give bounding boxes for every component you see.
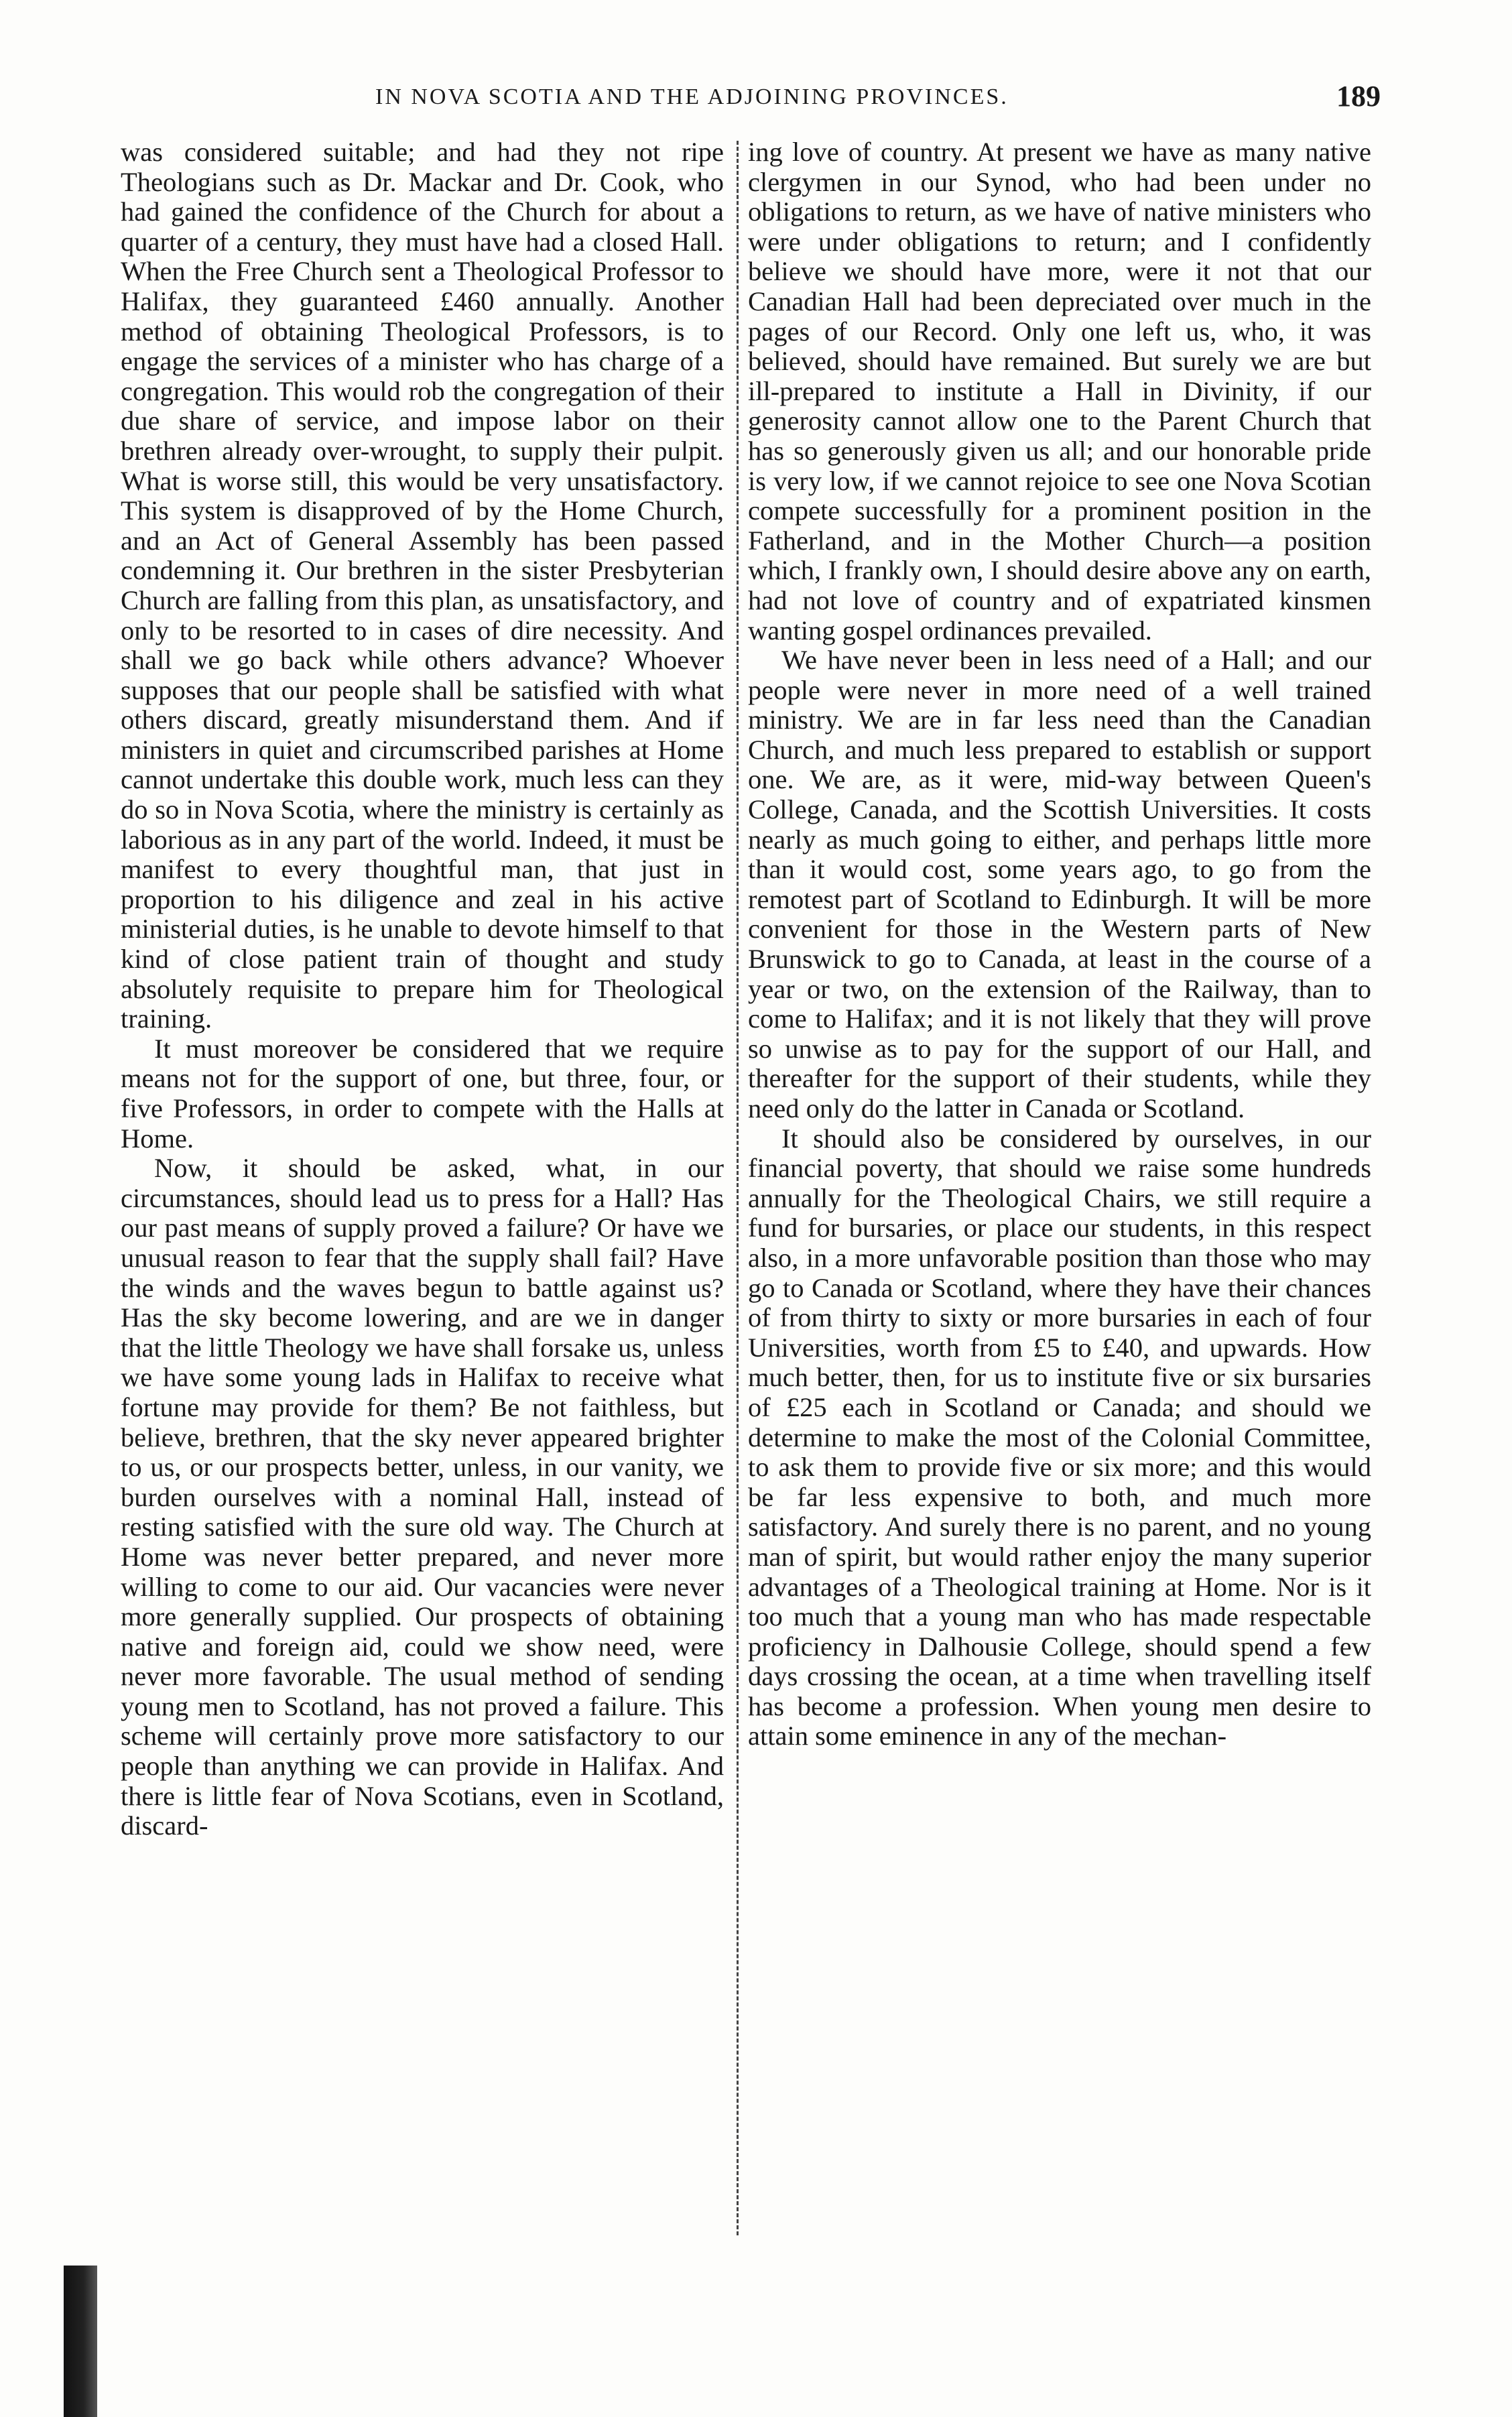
paragraph: Now, it should be asked, what, in our circumstances, should lead us to press for a Hall? Has our past means of supply proved a failure? Or have we unusual reason to fear that the supply shall fail? Have the winds and the waves begun to battle against us? Has the sky become lowering, and are we in danger that the little Theology we have shall forsake us, unless we have some young lads in Halifax to receive what fortune may provide for them? Be not faithless, but believe, brethren, that the sky never appeared brighter to us, or our prospects better, unless, in our vanity, we burden ourselves with a nominal Hall, instead of resting satisfied with the sure old way. The Church at Home was never better prepared, and never more willing to come to our aid. Our vacancies were never more generally supplied. Our prospects of obtaining native and foreign aid, could we show need, were never more favorable. The usual method of sending young men to Scotland, has not proved a failure. This scheme will certainly prove more satisfactory to our people than anything we can provide in Halifax. And there is little fear of Nova Scotians, even in Scotland, discard- bbox=[121, 1153, 724, 1841]
page-number: 189 bbox=[1336, 80, 1381, 113]
running-head: IN NOVA SCOTIA AND THE ADJOINING PROVINCES. bbox=[375, 84, 1009, 109]
paragraph: was considered suitable; and had they not ripe Theologians such as Dr. Mackar and Dr. Cook, who had gained the confidence of the Church for about a quarter of a century, they must have had a closed Hall. When the Free Church sent a Theological Professor to Halifax, they guaranteed £460 annually. Another method of obtaining Theological Professors, is to engage the services of a minister who has charge of a congregation. This would rob the congregation of their due share of service, and impose labor on their brethren already over-wrought, to supply their pulpit. What is worse still, this would be very unsatisfactory. This system is disapproved of by the Home Church, and an Act of General Assembly has been passed condemning it. Our brethren in the sister Presbyterian Church are falling from this plan, as unsatisfactory, and only to be resorted to in cases of dire necessity. And shall we go back while others advance? Whoever supposes that our people shall be satisfied with what others discard, greatly misunderstand them. And if ministers in quiet and circumscribed parishes at Home cannot undertake this double work, much less can they do so in Nova Scotia, where the ministry is certainly as laborious as in any part of the world. Indeed, it must be manifest to every thoughtful man, that just in proportion to his diligence and zeal in his active ministerial duties, is he unable to devote himself to that kind of close patient train of thought and study absolutely requisite to prepare him for Theological training. bbox=[121, 137, 724, 1034]
left-column bbox=[121, 137, 724, 1841]
column-divider bbox=[737, 141, 739, 2235]
binding-edge bbox=[64, 2266, 97, 2417]
paragraph: It must moreover be considered that we require means not for the support of one, but three, four, or five Professors, in order to compete with the Halls at Home. bbox=[121, 1033, 724, 1154]
paragraph: We have never been in less need of a Hall; and our people were never in more need of a well trained ministry. We are in far less need than the Canadian Church, and much less prepared to establish or support one. We are, as it were, mid-way between Queen's College, Canada, and the Scottish Universities. It costs nearly as much going to either, and perhaps little more than it would cost, some years ago, to go from the remotest part of Scotland to Edinburgh. It will be more convenient for those in the Western parts of New Brunswick to go to Canada, at least in the course of a year or two, on the extension of the Railway, than to come to Halifax; and it is not likely that they will prove so unwise as to pay for the support of our Hall, and thereafter for the support of their students, while they need only do the latter in Canada or Scotland. bbox=[748, 645, 1371, 1123]
page-header bbox=[375, 79, 1381, 119]
paragraph: ing love of country. At present we have as many native clergymen in our Synod, who had been under no obligations to return, as we have of native ministers who were under obligations to return; and I confidently believe we should have more, were it not that our Canadian Hall had been depreciated over much in the pages of our Record. Only one left us, who, it was believed, should have remained. But surely we are but ill-prepared to institute a Hall in Divinity, if our generosity cannot allow one to the Parent Church that has so generously given us all; and our honorable pride is very low, if we cannot rejoice to see one Nova Scotian compete successfully for a prominent position in the Fatherland, and in the Mother Church—a position which, I frankly own, I should desire above any on earth, had not love of country and of expatriated kinsmen wanting gospel ordinances prevailed. bbox=[748, 137, 1371, 645]
right-column bbox=[748, 137, 1371, 1751]
paragraph: It should also be considered by ourselves, in our financial poverty, that should we raise some hundreds annually for the Theological Chairs, we still require a fund for bursaries, or place our students, in this respect also, in a more unfavorable position than those who may go to Canada or Scotland, where they have their chances of from thirty to sixty or more bursaries in each of four Universities, worth from £5 to £40, and upwards. How much better, then, for us to institute five or six bursaries of £25 each in Scotland or Canada; and should we determine to make the most of the Colonial Committee, to ask them to provide five or six more; and this would be far less expensive to both, and much more satisfactory. And surely there is no parent, and no young man of spirit, but would rather enjoy the many superior advantages of a Theological training at Home. Nor is it too much that a young man who has made respectable proficiency in Dalhousie College, should spend a few days crossing the ocean, at a time when travelling itself has become a profession. When young men desire to attain some eminence in any of the mechan- bbox=[748, 1123, 1371, 1751]
